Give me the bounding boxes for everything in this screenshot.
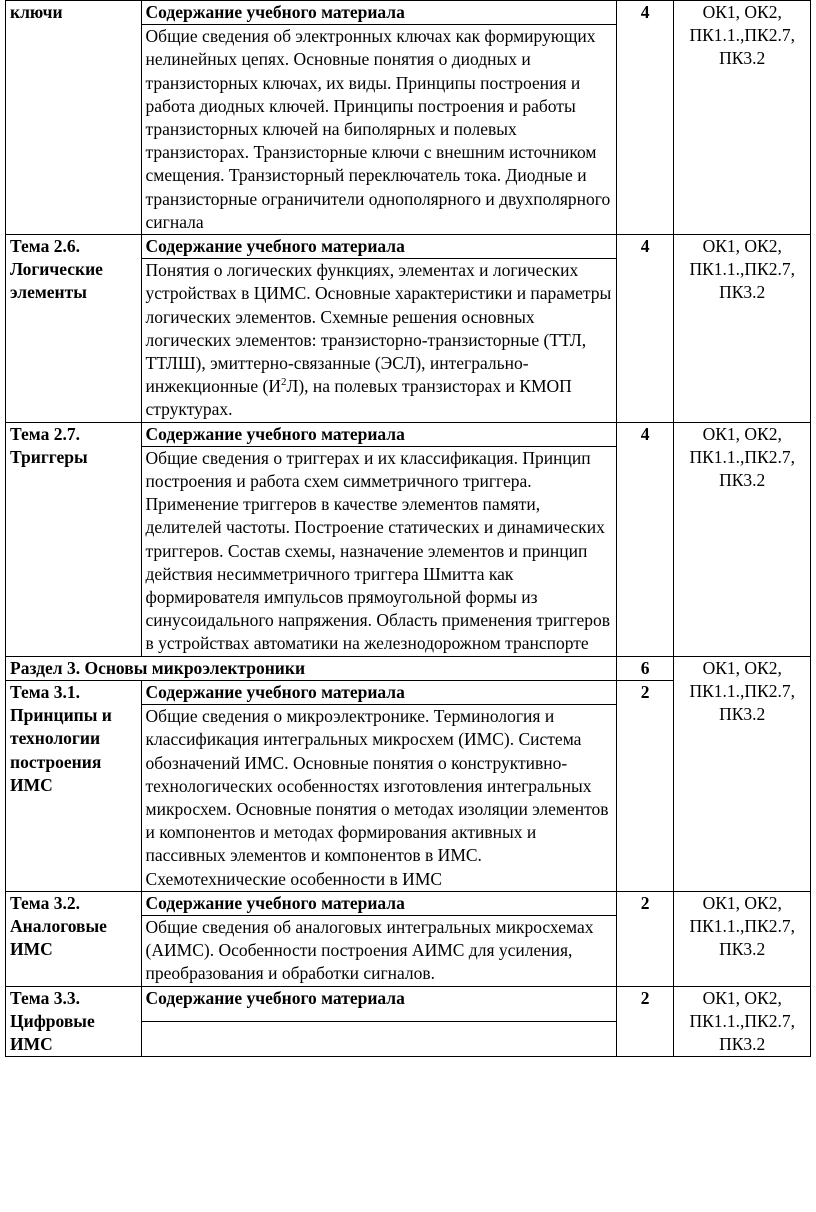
content-cell: Общие сведения об электронных ключах как формирующих нелинейных цепях. Основные понятия о диодных и транзисторных ключах, их виды. Принципы построения и работа диодных ключей. Принципы построения и работы транзисторных ключей на биполярных и полевых транзисторах. Транзисторные ключи с внешним источником смещения. Транзисторный переключатель тока. Диодные и транзисторные ограничители однополярного и двухполярного сигнала bbox=[141, 25, 616, 235]
topic-cell: Тема 3.2. Аналоговые ИМС bbox=[6, 891, 142, 986]
superscript: 2 bbox=[280, 376, 287, 389]
hours-cell: 2 bbox=[616, 986, 674, 1057]
content-cell-empty bbox=[141, 1022, 616, 1057]
section-hours: 6 bbox=[616, 656, 674, 680]
topic-cell: Тема 3.3. Цифровые ИМС bbox=[6, 986, 142, 1057]
hours-cell: 4 bbox=[616, 422, 674, 656]
hours-cell: 2 bbox=[616, 891, 674, 986]
competencies-cell: ОК1, ОК2, ПК1.1.,ПК2.7, ПК3.2 bbox=[674, 422, 811, 656]
content-header: Содержание учебного материала bbox=[141, 891, 616, 915]
content-cell: Общие сведения об аналоговых интегральных микросхемах (АИМС). Особенности построения АИМС для усиления, преобразования и обработки сигналов. bbox=[141, 915, 616, 986]
competencies-cell: ОК1, ОК2, ПК1.1.,ПК2.7, ПК3.2 bbox=[674, 656, 811, 891]
competencies-cell: ОК1, ОК2, ПК1.1.,ПК2.7, ПК3.2 bbox=[674, 1, 811, 235]
table-row bbox=[6, 891, 811, 915]
hours-cell: 2 bbox=[616, 680, 674, 891]
content-cell bbox=[141, 259, 616, 422]
table-row bbox=[6, 235, 811, 259]
content-cell: Общие сведения о триггерах и их классификация. Принцип построения и работа схем симметричного триггера. Применение триггеров в качестве элементов памяти, делителей частоты. Построение статических и динамических триггеров. Состав схемы, назначение элементов и принцип действия несимметричного триггера Шмитта как формирователя импульсов прямоугольной формы из синусоидального напряжения. Область применения триггеров в устройствах автоматики на железнодорожном транспорте bbox=[141, 446, 616, 656]
section-row bbox=[6, 656, 811, 680]
competencies-cell: ОК1, ОК2, ПК1.1.,ПК2.7, ПК3.2 bbox=[674, 891, 811, 986]
hours-cell: 4 bbox=[616, 1, 674, 235]
content-header: Содержание учебного материала bbox=[141, 680, 616, 704]
content-text: Л), на полевых транзисторах и КМОП структурах. bbox=[145, 376, 572, 420]
content-cell: Общие сведения о микроэлектронике. Терминология и классификация интегральных микросхем (ИМС). Система обозначений ИМС. Основные понятия о конструктивно-технологических особенностях изготовления интегральных микросхем. Основные понятия о методах изоляции элементов и компонентов и методах формирования активных и пассивных элементов и компонентов в ИМС. Схемотехнические особенности в ИМС bbox=[141, 705, 616, 892]
content-header: Содержание учебного материала bbox=[141, 1, 616, 25]
content-header: Содержание учебного материала bbox=[141, 422, 616, 446]
topic-cell: Тема 2.6. Логические элементы bbox=[6, 235, 142, 423]
content-header: Содержание учебного материала bbox=[141, 986, 616, 1022]
table-row bbox=[6, 986, 811, 1022]
competencies-cell: ОК1, ОК2, ПК1.1.,ПК2.7, ПК3.2 bbox=[674, 986, 811, 1057]
content-text: Понятия о логических функциях, элементах и логических устройствах в ЦИМС. Основные характеристики и параметры логических элементов. Схемные решения основных логических элементов: транзисторно-транзисторные (ТТЛ, ТТЛШ), эмиттерно-связанные (ЭСЛ), интегрально-инжекционные (И bbox=[145, 260, 612, 397]
topic-cell: ключи bbox=[6, 1, 142, 235]
topic-cell: Тема 2.7. Триггеры bbox=[6, 422, 142, 656]
competencies-cell: ОК1, ОК2, ПК1.1.,ПК2.7, ПК3.2 bbox=[674, 235, 811, 423]
section-title: Раздел 3. Основы микроэлектроники bbox=[6, 656, 617, 680]
table-row bbox=[6, 1, 811, 25]
hours-cell: 4 bbox=[616, 235, 674, 423]
content-header: Содержание учебного материала bbox=[141, 235, 616, 259]
topic-cell: Тема 3.1. Принципы и технологии построения ИМС bbox=[6, 680, 142, 891]
table-row bbox=[6, 422, 811, 446]
curriculum-table bbox=[5, 0, 811, 1057]
